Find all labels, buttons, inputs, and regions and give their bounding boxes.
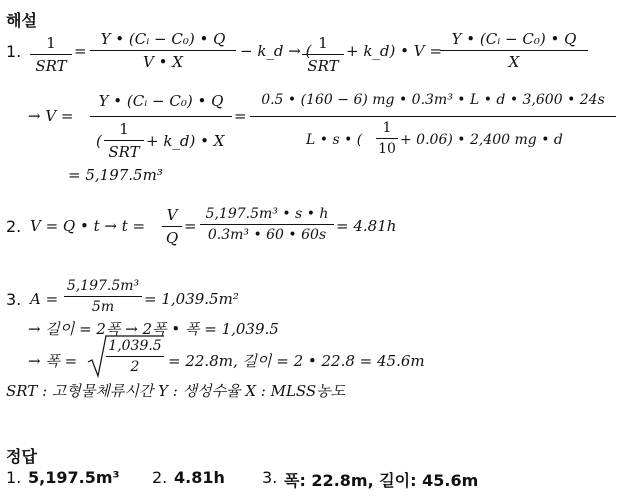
denominator: X	[508, 53, 520, 71]
denominator: V • X	[143, 53, 183, 71]
time-equation-lead: V = Q • t → t =	[30, 217, 146, 235]
numerator: 5,197.5m³ • s • h	[205, 206, 329, 222]
numerator: 1	[318, 34, 328, 52]
width-lead: → 폭 =	[28, 352, 78, 370]
fraction-1-over-srt	[30, 34, 72, 75]
numerator-numeric: 0.5 • (160 − 6) mg • 0.3m³ • L • d • 3,600 • 24s	[261, 92, 605, 108]
fraction-sqrt	[106, 338, 164, 375]
fraction-time	[200, 206, 334, 243]
expression-mid-2: + k_d) • V =	[346, 42, 442, 60]
numerator: V	[166, 206, 178, 224]
equals-sign-2: =	[234, 107, 247, 125]
length-relation: → 길이 = 2폭 → 2폭 • 폭 = 1,039.5	[28, 320, 279, 338]
fraction-yield-b	[440, 30, 588, 71]
equals-sign-3: =	[184, 217, 197, 235]
answer-value-2: 4.81h	[174, 468, 225, 487]
section-heading: 해설	[6, 11, 37, 30]
result-1: = 5,197.5m³	[68, 166, 163, 184]
denominator: 5m	[91, 299, 115, 315]
numerator: Y • (Cᵢ − C₀) • Q	[451, 30, 577, 48]
numerator: Y • (Cᵢ − C₀) • Q	[100, 30, 226, 48]
denominator: 10	[378, 141, 396, 157]
answer-value-1: 5,197.5m³	[28, 468, 120, 487]
denominator: SRT	[307, 57, 339, 75]
fraction-1-over-10	[376, 120, 398, 157]
fraction-yield	[90, 30, 236, 71]
fraction-bar-2	[250, 116, 616, 117]
denominator: Q	[165, 229, 179, 247]
area-equation-lead: A =	[30, 290, 59, 308]
answer-number-3: 3.	[262, 468, 278, 487]
denominator-numeric-post: + 0.06) • 2,400 mg • d	[400, 132, 563, 148]
fraction-bar	[90, 116, 232, 117]
answer-value-3: 폭: 22.8m, 길이: 45.6m	[284, 471, 479, 490]
item-number-3: 3.	[6, 290, 22, 309]
fraction-1-over-srt-b	[302, 34, 344, 75]
numerator: 1,039.5	[108, 338, 162, 354]
fraction-area	[64, 278, 142, 315]
result-3a: = 1,039.5m²	[144, 290, 239, 308]
fraction-1-over-srt-c	[104, 120, 144, 161]
denominator: 0.3m³ • 60 • 60s	[207, 227, 327, 243]
numerator: 1	[46, 34, 56, 52]
numerator: 5,197.5m³	[66, 278, 140, 294]
answer-number-2: 2.	[152, 468, 168, 487]
numerator-yield: Y • (Cᵢ − C₀) • Q	[98, 92, 224, 110]
denominator-numeric-pre: L • s • (	[306, 132, 363, 148]
arrow-v-equals: → V =	[28, 107, 74, 125]
expression-mid: − k_d → (	[240, 42, 312, 60]
result-2: = 4.81h	[336, 217, 397, 235]
denominator: 2	[130, 359, 140, 375]
item-number-1: 1.	[6, 42, 22, 61]
item-number-2: 2.	[6, 217, 22, 236]
equals-sign: =	[74, 42, 87, 60]
fraction-v-over-q	[162, 206, 182, 247]
result-3b: = 22.8m, 길이 = 2 • 22.8 = 45.6m	[168, 352, 425, 370]
denominator-close: + k_d) • X	[146, 132, 225, 150]
denominator: SRT	[108, 143, 140, 161]
numerator: 1	[119, 120, 129, 138]
denominator-open: (	[96, 132, 102, 150]
numerator: 1	[382, 120, 392, 136]
symbol-legend: SRT : 고형물체류시간 Y : 생성수율 X : MLSS농도	[6, 382, 346, 400]
denominator: SRT	[35, 57, 67, 75]
answer-number-1: 1.	[6, 468, 22, 487]
answer-heading: 정답	[6, 447, 37, 466]
